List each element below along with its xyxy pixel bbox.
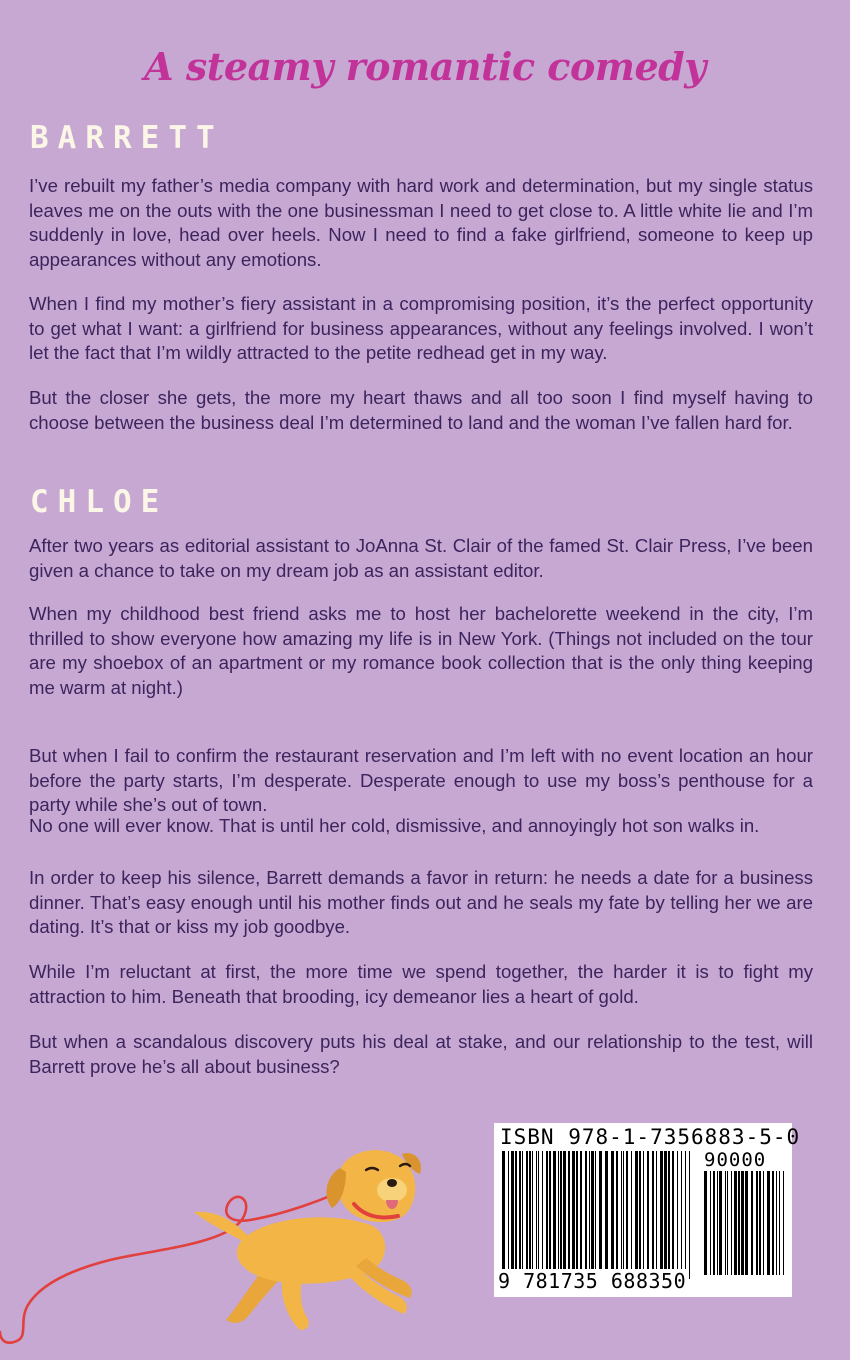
barcode-bars-icon (502, 1151, 690, 1279)
blurb-paragraph: But the closer she gets, the more my heart thaws and all too soon I find myself having to choose between the business deal I’m determined to land and the woman I’ve fallen hard for. (29, 387, 813, 433)
barcode-addon-bars-icon (704, 1171, 784, 1275)
blurb-paragraph: After two years as editorial assistant to JoAnna St. Clair of the famed St. Clair Press, I’ve been given a chance to take on my dream job as an assistant editor. (29, 535, 813, 581)
blurb-paragraph: I’ve rebuilt my father’s media company with hard work and determination, but my single status leaves me on the outs with the one businessman I need to get close to. A little white lie and I’m suddenly in love, head over heels. Now I need to find a fake girlfriend, someone to keep up appearances without any emotions. (29, 175, 813, 270)
blurb-paragraph: No one will ever know. That is until her cold, dismissive, and annoyingly hot son walks in. (29, 815, 760, 836)
blurb-paragraph: In order to keep his silence, Barrett demands a favor in return: he needs a date for a business dinner. That’s easy enough until his mother finds out and he seals my fate by telling her we are dating. It’s that or kiss my job goodbye. (29, 867, 813, 937)
cover-tagline: A steamy romantic comedy (144, 44, 706, 89)
isbn-label: ISBN 978-1-7356883-5-0 (500, 1125, 801, 1149)
section-heading-chloe: CHLOE (30, 484, 169, 520)
dog-icon (0, 1120, 460, 1360)
barcode-digits: 9 781735 688350 (498, 1269, 687, 1293)
blurb-paragraph: When my childhood best friend asks me to host her bachelorette weekend in the city, I’m thrilled to show everyone how amazing my life is in New York. (Things not included on the tour are my shoebox of an apartment or my romance book collection that is the only thing keeping me warm at night.) (29, 603, 813, 698)
blurb-paragraph: But when a scandalous discovery puts his deal at stake, and our relationship to the test, will Barrett prove he’s all about business? (29, 1031, 813, 1077)
blurb-paragraph: When I find my mother’s fiery assistant in a compromising position, it’s the perfect opportunity to get what I want: a girlfriend for business appearances, without any feelings involved. I won’t let the fact that I’m wildly attracted to the petite redhead get in my way. (29, 293, 813, 363)
isbn-barcode (494, 1123, 801, 1297)
blurb-paragraph: But when I fail to confirm the restaurant reservation and I’m left with no event location an hour before the party starts, I’m desperate. Desperate enough to use my boss’s penthouse for a party while she’s out of town. (29, 745, 813, 815)
blurb-paragraph: While I’m reluctant at first, the more time we spend together, the harder it is to fight my attraction to him. Beneath that brooding, icy demeanor lies a heart of gold. (29, 961, 813, 1007)
section-heading-barrett: BARRETT (30, 120, 224, 156)
price-code: 90000 (704, 1149, 767, 1171)
